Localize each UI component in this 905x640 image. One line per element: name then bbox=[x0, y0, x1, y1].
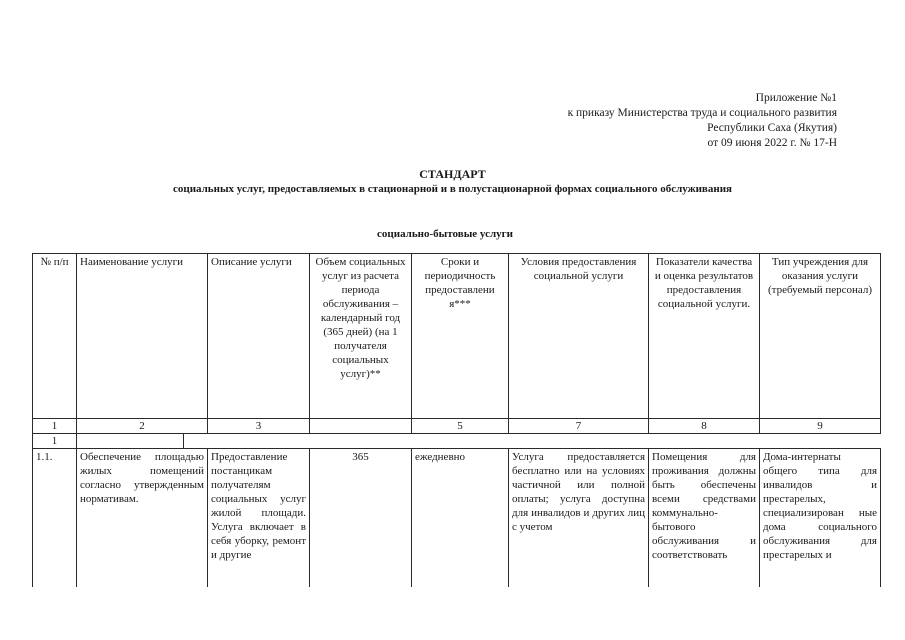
partial-row bbox=[33, 434, 881, 449]
col-number: 3 bbox=[208, 419, 310, 434]
row-conditions: Услуга предоставляется бесплатно или на условиях частичной или полной оплаты; услуга доступна для инвалидов и других лиц с учетом bbox=[509, 449, 649, 588]
col-header-frequency: Сроки и периодичность предоставлени я*** bbox=[412, 254, 509, 419]
table-header-row bbox=[33, 254, 881, 419]
partial-row-cell bbox=[184, 434, 208, 449]
appendix-order-ref: к приказу Министерства труда и социального развития bbox=[567, 107, 837, 119]
document-subtitle: социальных услуг, предоставляемых в стационарной и в полустационарной формах социального обслуживания bbox=[172, 183, 733, 195]
col-header-conditions: Условия предоставления социальной услуги bbox=[509, 254, 649, 419]
row-service-name: Обеспечение площадью жилых помещений согласно утвержденным нормативам. bbox=[77, 449, 208, 588]
col-number bbox=[310, 419, 412, 434]
col-number: 1 bbox=[33, 419, 77, 434]
row-number: 1.1. bbox=[33, 449, 77, 588]
appendix-date: от 09 июня 2022 г. № 17-Н bbox=[707, 137, 837, 149]
col-number: 5 bbox=[412, 419, 509, 434]
appendix-number: Приложение №1 bbox=[755, 92, 837, 104]
row-frequency: ежедневно bbox=[412, 449, 509, 588]
standard-table bbox=[32, 253, 881, 587]
row-description: Предоставление постанцикам получателям социальных услуг жилой площади. Услуга включает в себя уборку, ремонт и другие bbox=[208, 449, 310, 588]
appendix-header bbox=[568, 91, 837, 151]
partial-row-cell bbox=[77, 434, 184, 449]
column-number-row bbox=[33, 419, 881, 434]
col-header-indicators: Показатели качества и оценка результатов предоставления социальной услуги. bbox=[649, 254, 760, 419]
col-header-description: Описание услуги bbox=[208, 254, 310, 419]
col-header-number: № п/п bbox=[33, 254, 77, 419]
col-header-volume: Объем социальных услуг из расчета периода обслуживания – календарный год (365 дней) (на 1 получателя социальных услуг)** bbox=[310, 254, 412, 419]
partial-row-blank bbox=[208, 434, 881, 449]
row-volume: 365 bbox=[310, 449, 412, 588]
col-number: 9 bbox=[760, 419, 881, 434]
document-title: СТАНДАРТ bbox=[419, 167, 486, 181]
appendix-republic: Республики Саха (Якутия) bbox=[707, 122, 837, 134]
row-institution: Дома-интернаты общего типа для инвалидов и престарелых, специализирован ные дома социального обслуживания для престарелых и bbox=[760, 449, 881, 588]
row-indicators: Помещения для проживания должны быть обеспечены всеми средствами коммунально-бытового обслуживания и соответствовать bbox=[649, 449, 760, 588]
section-heading: социально-бытовые услуги bbox=[377, 228, 513, 240]
col-number: 7 bbox=[509, 419, 649, 434]
col-number: 8 bbox=[649, 419, 760, 434]
table-row bbox=[33, 449, 881, 588]
col-number: 2 bbox=[77, 419, 208, 434]
col-header-name: Наименование услуги bbox=[77, 254, 208, 419]
partial-row-number: 1 bbox=[33, 434, 77, 449]
col-header-institution: Тип учреждения для оказания услуги (требуемый персонал) bbox=[760, 254, 881, 419]
